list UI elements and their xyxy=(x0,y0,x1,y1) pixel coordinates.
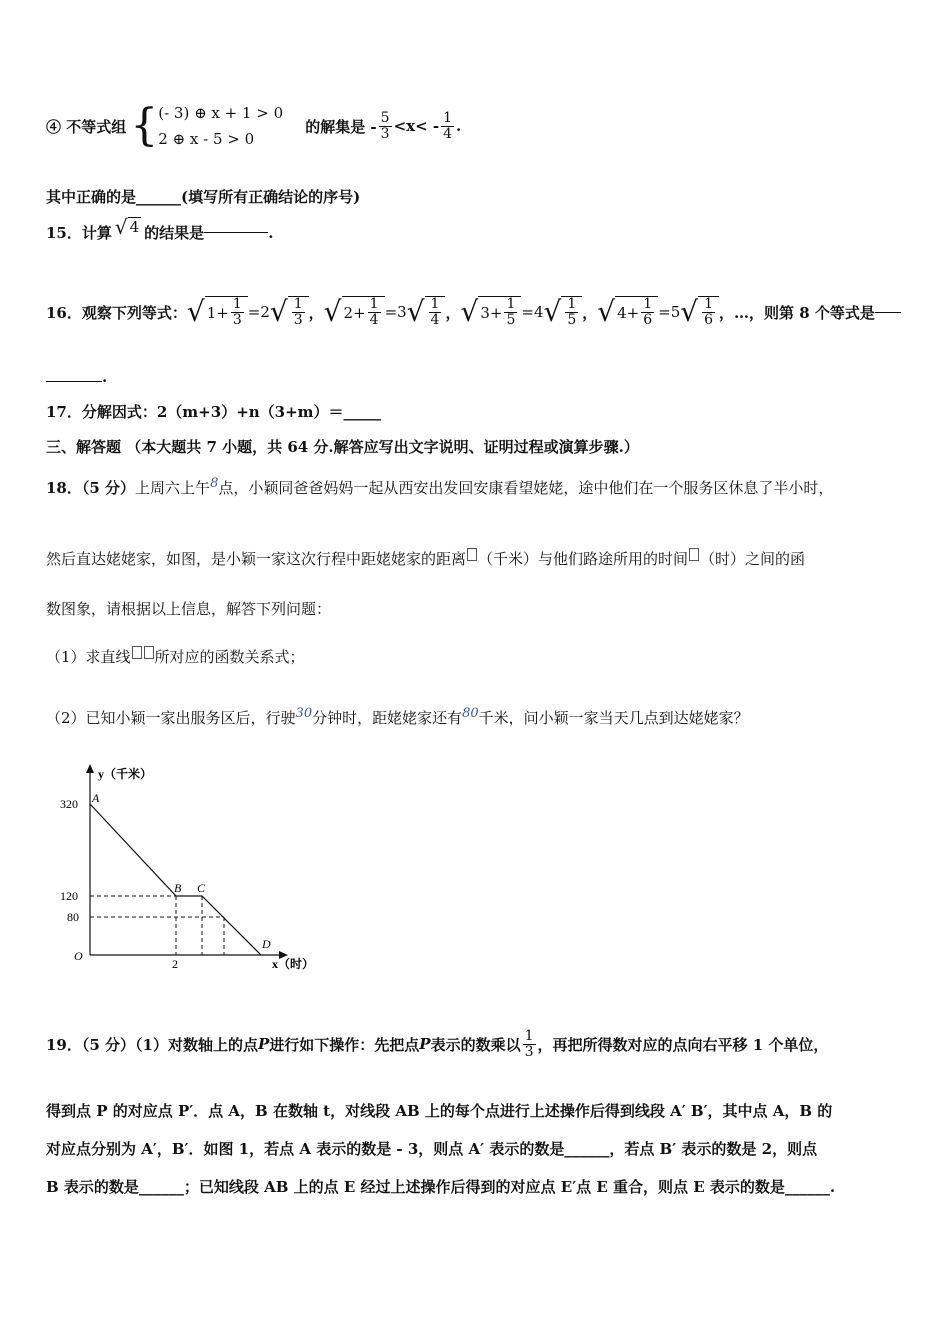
q16: 16．观察下列等式： √ 1 + $\frac{1}{3}$ = 2 √ $\frac{1}{3}$ ， √ 2 + $\frac{1}{4}$ = 3 √ $\frac{1}{4}$ ， √ 3 + $\frac{1}{5}$ = 4 √ $\frac{1}{5}$ ， √ 4 + $\frac{1}{6}$ = 5 √ $\frac{1}{6}$ ，…，则第 8 个等式是 xyxy=(46,282,901,342)
y-tick-80: 80 xyxy=(67,910,79,924)
q19-line4: B 表示的数是______；已知线段 AB 上的点 E 经过上述操作后得到的对应点 E′点 E 重合，则点 E 表示的数是______. xyxy=(46,1178,836,1196)
q15 xyxy=(46,214,274,243)
q16-eq-3: √ 3 + $\frac{1}{5}$ = 4 √ $\frac{1}{5}$ xyxy=(460,296,582,327)
inequality-2: 2 ⊕ x - 5 > 0 xyxy=(158,130,255,148)
q15-prefix: 15．计算 xyxy=(46,224,112,242)
y-axis-arrow xyxy=(86,764,94,773)
placeholder-x-icon xyxy=(689,548,699,561)
point-C: C xyxy=(197,881,206,895)
placeholder-y-icon xyxy=(467,548,477,561)
q14-item4-label: ④ 不等式组 xyxy=(46,117,127,136)
q16-suffix: ，…，则第 8 个等式是 xyxy=(719,303,875,322)
q14-item4-ltx: <x< - xyxy=(393,117,440,135)
q15-suffix: 的结果是 xyxy=(144,224,205,242)
left-brace: { xyxy=(130,100,159,151)
q19-line1: 19．（5 分）（1）对数轴上的点 P 进行如下操作：先把点 P 表示的数乘以 $\frac{1}{3}$ ，再把所得数对应的点向右平移 1 个单位， xyxy=(46,1027,829,1060)
section-3-heading: 三、解答题 （本大题共 7 小题，共 64 分.解答应写出文字说明、证明过程或演算步骤.） xyxy=(46,438,639,456)
x-axis-label: x（时） xyxy=(272,957,315,971)
q19-line2: 得到点 P 的对应点 P′．点 A，B 在数轴 t，对线段 AB 上的每个点进行上述操作后得到线段 A′ B′，其中点 A，B 的 xyxy=(46,1102,833,1120)
x-tick-2: 2 xyxy=(172,957,178,971)
q18-line1: 18．（5 分）上周六上午8点，小颖同爸爸妈妈一起从西安出发回安康看望姥姥，途中他们在一个服务区休息了半小时， xyxy=(46,476,834,497)
q15-end: . xyxy=(268,223,274,242)
placeholder-b-icon xyxy=(132,646,142,659)
q16-blank-2 xyxy=(46,381,102,382)
inequality-system xyxy=(130,100,283,152)
q14-item4-middle: 的解集是 - xyxy=(305,117,377,136)
point-D: D xyxy=(262,937,271,951)
q14-item4 xyxy=(46,100,461,152)
q14-item4-end: . xyxy=(456,117,462,135)
q16-blank-1 xyxy=(875,312,901,313)
q16-eq-2: √ 2 + $\frac{1}{4}$ = 3 √ $\frac{1}{4}$ xyxy=(324,296,446,327)
fraction-1-3: $\frac{1}{3}$ xyxy=(524,1027,534,1060)
q18-line2: 然后直达姥姥家，如图，是小颖一家这次行程中距姥姥家的距离 （千米）与他们路途所用的时间 （时）之间的函 xyxy=(46,550,806,568)
fraction-1-4: $\frac{1}{4}$ xyxy=(443,109,453,142)
q18-sub2: （2）已知小颖一家出服务区后，行驶30分钟时，距姥姥家还有80千米，问小颖一家当天几点到达姥姥家？ xyxy=(46,706,749,727)
q16-prefix: 16．观察下列等式： xyxy=(46,303,187,322)
q19-line3: 对应点分别为 A′，B′．如图 1，若点 A 表示的数是 - 3，则点 A′ 表示的数是______，若点 B′ 表示的数是 2，则点 xyxy=(46,1140,818,1158)
q15-blank xyxy=(204,232,268,233)
q14-tail: 其中正确的是______(填写所有正确结论的序号) xyxy=(46,188,361,206)
q16-line2: . xyxy=(46,368,107,386)
hour-8: 8 xyxy=(210,476,219,491)
minutes-30: 30 xyxy=(295,706,313,721)
q16-eq-1: √ 1 + $\frac{1}{3}$ = 2 √ $\frac{1}{3}$ xyxy=(187,296,309,327)
distance-time-graph xyxy=(58,762,338,977)
distance-80: 80 xyxy=(462,706,479,721)
fraction-5-3: $\frac{5}{3}$ xyxy=(380,109,390,142)
q18-sub1: （1）求直线 所对应的函数关系式； xyxy=(46,648,305,666)
sqrt-4: √ 4 xyxy=(114,214,140,239)
point-A: A xyxy=(92,791,100,805)
inequality-1: (- 3) ⊕ x + 1 > 0 xyxy=(158,104,284,122)
y-tick-320: 320 xyxy=(60,797,78,811)
q16-eq-4: √ 4 + $\frac{1}{6}$ = 5 √ $\frac{1}{6}$ xyxy=(597,296,719,327)
y-tick-120: 120 xyxy=(60,889,78,903)
y-axis-label: y（千米） xyxy=(98,767,153,781)
point-B: B xyxy=(174,881,182,895)
q18-line3: 数图象，请根据以上信息，解答下列问题： xyxy=(46,600,332,618)
origin-label: O xyxy=(74,949,83,963)
q17: 17．分解因式：2（m+3）+n（3+m）＝_____ xyxy=(46,403,382,421)
placeholder-c-icon xyxy=(144,646,154,659)
